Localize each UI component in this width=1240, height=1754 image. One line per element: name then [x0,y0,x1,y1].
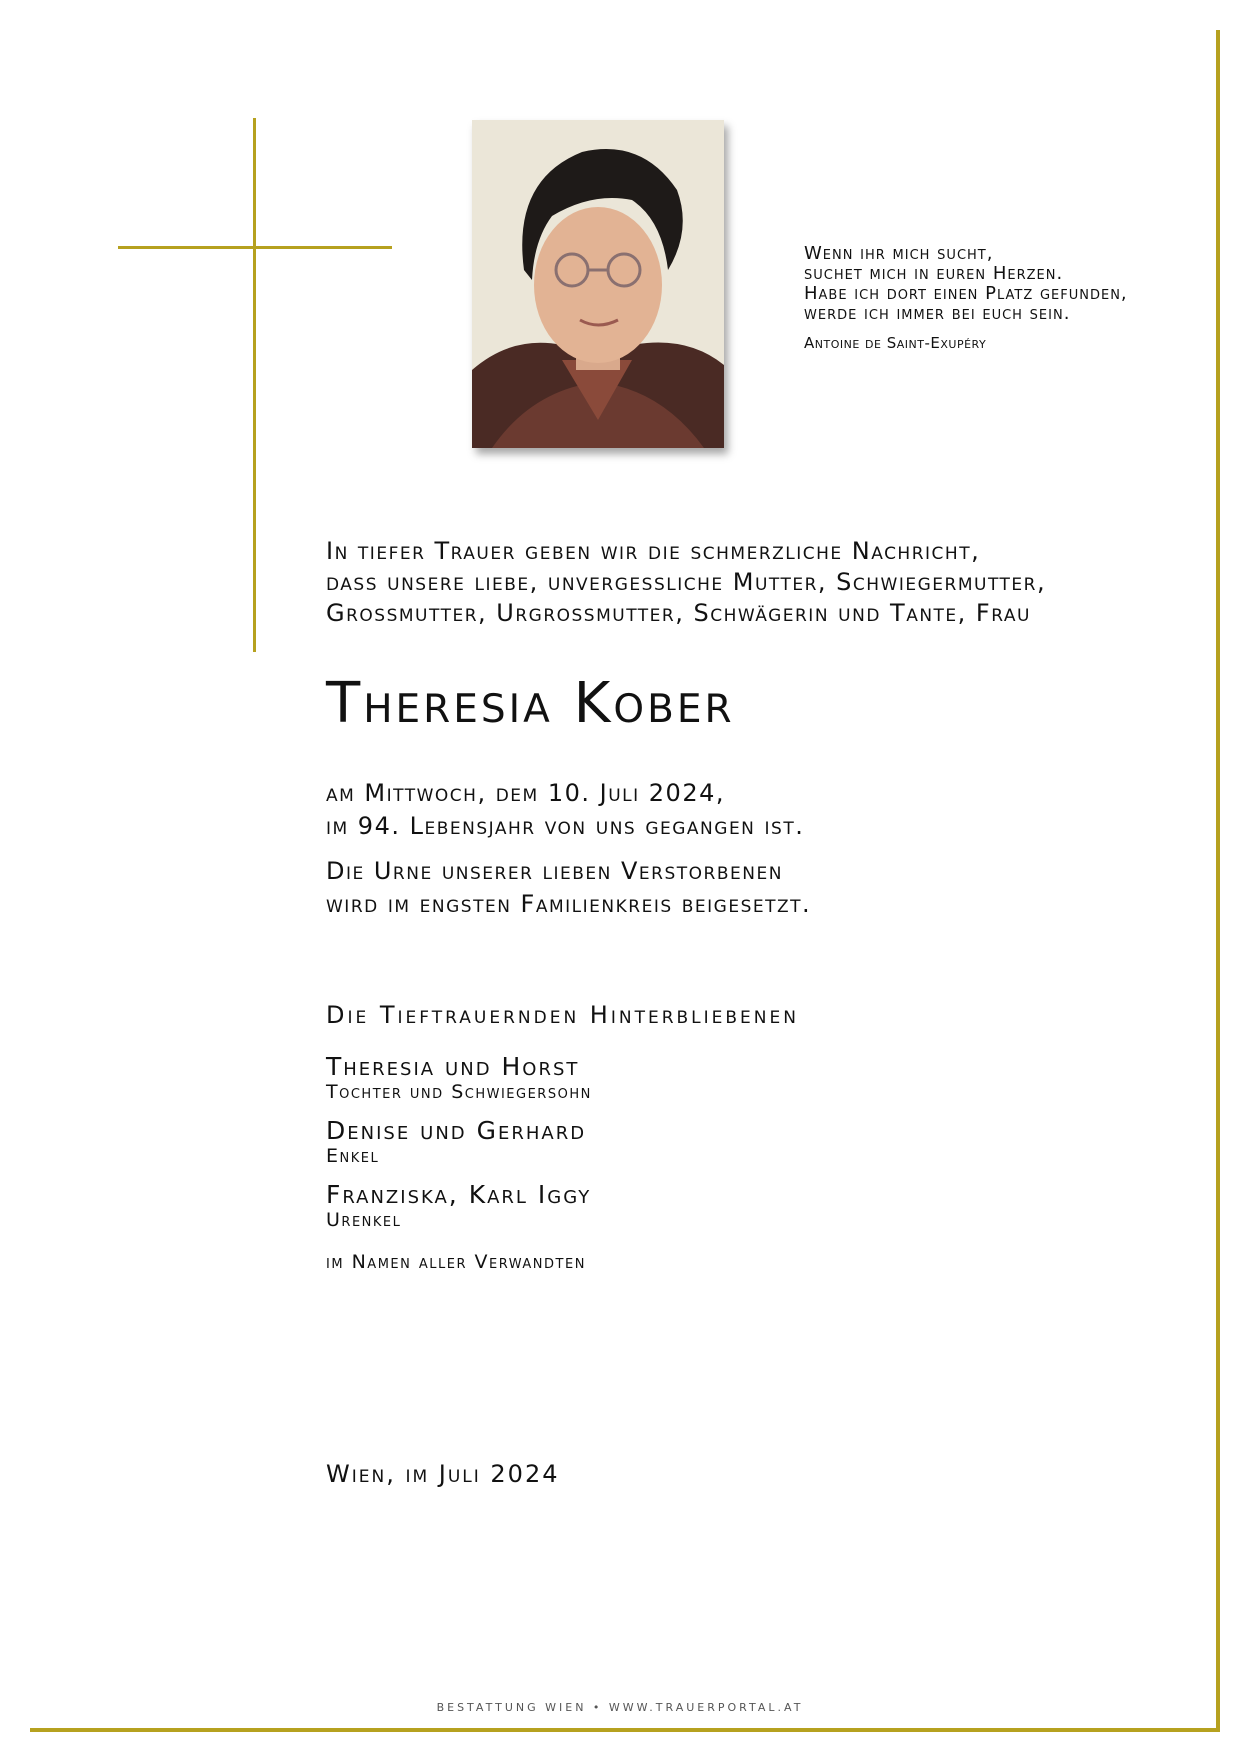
mourner-relation: Tochter und Schwiegersohn [326,1081,592,1103]
relatives-note: im Namen aller Verwandten [326,1251,586,1273]
portrait-photo-drawing [472,120,724,448]
portrait-photo [472,120,724,448]
list-item [326,1181,1186,1231]
mourner-name: Franziska, Karl Iggy [326,1180,592,1209]
cross-icon-horizontal [118,246,392,249]
mourner-name: Theresia und Horst [326,1052,580,1081]
quote-line: suchet mich in euren Herzen. [804,263,1064,284]
intro-line: In tiefer Trauer geben wir die schmerzliche Nachricht, [326,537,981,565]
cross-icon-vertical [253,118,256,652]
death-notice-line: am Mittwoch, dem 10. Juli 2024, [326,779,725,807]
mourners-list [326,1053,1186,1231]
mourner-relation: Urenkel [326,1209,402,1231]
burial-notice-line: Die Urne unserer lieben Verstorbenen [326,857,783,885]
mourner-name: Denise und Gerhard [326,1116,587,1145]
intro-line: dass unsere liebe, unvergessliche Mutter, Schwiegermutter, [326,568,1047,596]
deceased-name: Theresia Kober [326,671,735,736]
footer-credit: BESTATTUNG WIEN • WWW.TRAUERPORTAL.AT [436,1701,804,1714]
place-date: Wien, im Juli 2024 [326,1460,560,1488]
notice-content [326,536,1186,1273]
death-notice-line: im 94. Lebensjahr von uns gegangen ist. [326,812,805,840]
mourner-relation: Enkel [326,1145,380,1167]
intro-text [326,536,1186,629]
mourners-title: Die Tieftrauernden Hinterbliebenen [326,1001,799,1029]
quote-line: werde ich immer bei euch sein. [804,303,1071,324]
quote-line: Habe ich dort einen Platz gefunden, [804,283,1128,304]
quote-author: Antoine de Saint-Exupéry [804,334,987,352]
quote-block [804,244,1184,352]
frame-line-right [1216,30,1220,1732]
quote-line: Wenn ihr mich sucht, [804,243,994,264]
list-item [326,1117,1186,1167]
burial-notice-line: wird im engsten Familienkreis beigesetzt. [326,890,812,918]
list-item [326,1053,1186,1103]
death-notice [326,777,1186,843]
intro-line: Grossmutter, Urgrossmutter, Schwägerin und Tante, Frau [326,599,1031,627]
frame-line-bottom [30,1728,1220,1732]
burial-notice [326,855,1186,921]
